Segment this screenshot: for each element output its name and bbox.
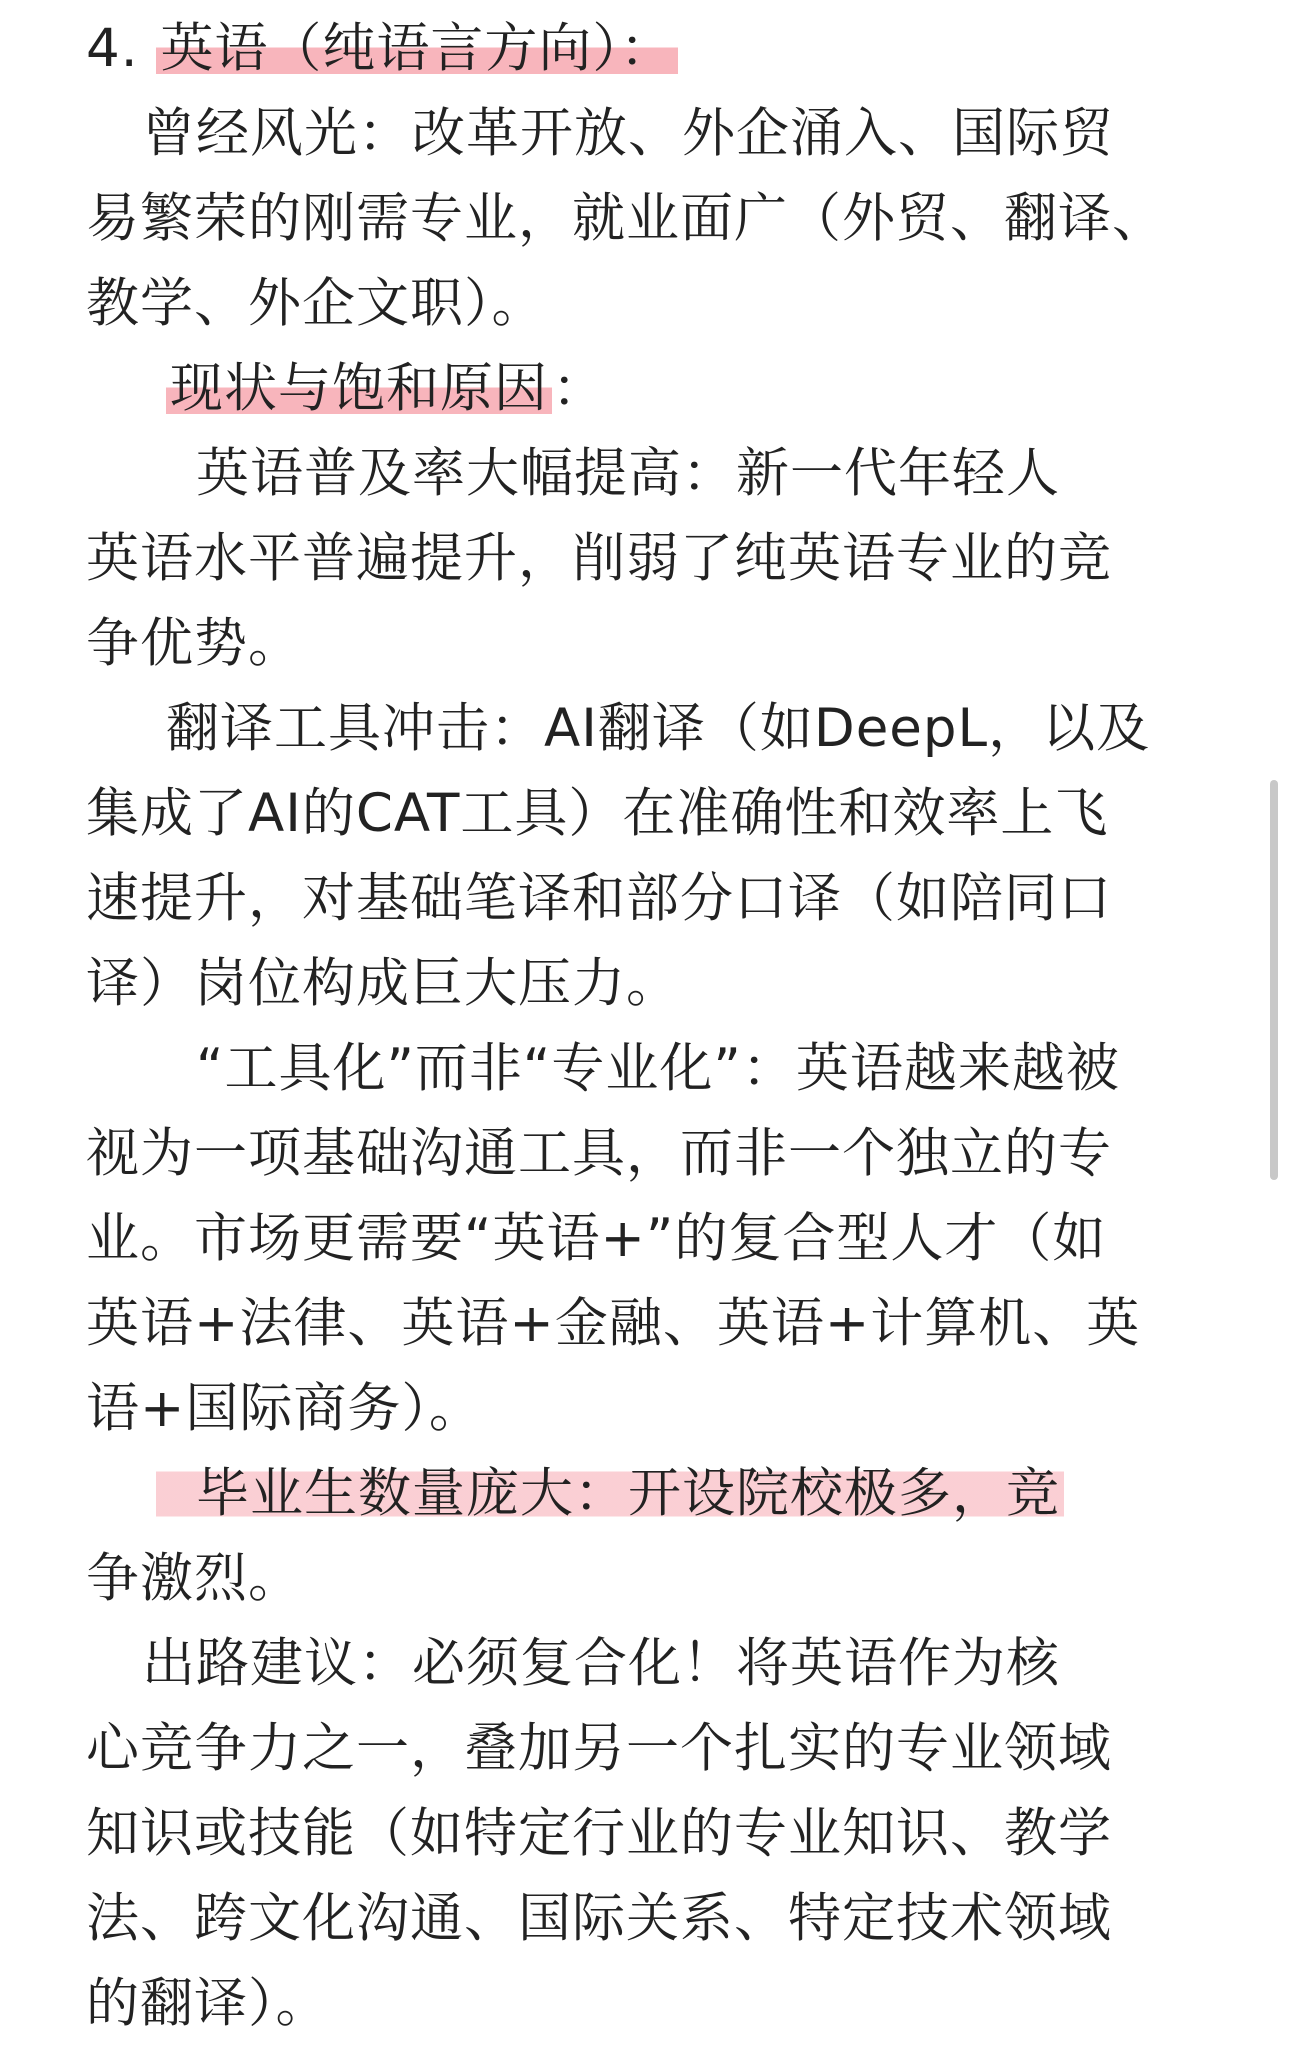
past-line-3: 教学、外企文职）。 <box>86 273 546 334</box>
advice-line-4: 法、跨文化沟通、国际关系、特定技术领域 <box>86 1888 1112 1949</box>
reason3-line-5: 语+国际商务）。 <box>86 1378 483 1439</box>
reason4-line-1 <box>86 1451 1206 1536</box>
reason4-highlight: 毕业生数量庞大：开设院校极多，竞 <box>156 1463 1064 1524</box>
reason1-line-2: 英语水平普遍提升，削弱了纯英语专业的竞 <box>86 528 1112 589</box>
past-text-1: 改革开放、外企涌入、国际贸 <box>412 103 1114 164</box>
section-title: 英语（纯语言方向）： <box>156 18 678 79</box>
vertical-scrollbar[interactable] <box>1270 780 1278 1180</box>
current-colon: ： <box>552 358 606 419</box>
reason1-line-3: 争优势。 <box>86 613 302 674</box>
section-number: 4. <box>86 18 139 79</box>
reason1-line-1: 英语普及率大幅提高：新一代年轻人 <box>196 443 1060 504</box>
past-label: 曾经风光： <box>142 103 412 164</box>
reason3-line-3: 业。市场更需要“英语+”的复合型人才（如 <box>86 1208 1107 1269</box>
past-line-1 <box>86 91 1206 176</box>
current-heading <box>86 346 1206 431</box>
reason3-line-4: 英语+法律、英语+金融、英语+计算机、英 <box>86 1293 1141 1354</box>
reason2-line-1: 翻译工具冲击：AI翻译（如DeepL，以及 <box>166 698 1151 759</box>
advice-line-3: 知识或技能（如特定行业的专业知识、教学 <box>86 1803 1112 1864</box>
reason2-line-3: 速提升，对基础笔译和部分口译（如陪同口 <box>86 868 1112 929</box>
section-heading <box>86 6 1206 91</box>
current-label: 现状与饱和原因 <box>166 358 552 419</box>
reason3-line-2: 视为一项基础沟通工具，而非一个独立的专 <box>86 1123 1112 1184</box>
reason3-line-1: “工具化”而非“专业化”：英语越来越被 <box>196 1038 1120 1099</box>
reason4-line-2: 争激烈。 <box>86 1548 302 1609</box>
past-line-2: 易繁荣的刚需专业，就业面广（外贸、翻译、 <box>86 188 1166 249</box>
advice-line-5: 的翻译）。 <box>86 1973 330 2034</box>
reason2-line-4: 译）岗位构成巨大压力。 <box>86 953 680 1014</box>
article-body <box>86 6 1206 2046</box>
reason2-line-2: 集成了AI的CAT工具）在准确性和效率上飞 <box>86 783 1109 844</box>
advice-line-1: 出路建议：必须复合化！将英语作为核 <box>142 1633 1060 1694</box>
advice-line-2: 心竞争力之一，叠加另一个扎实的专业领域 <box>86 1718 1112 1779</box>
